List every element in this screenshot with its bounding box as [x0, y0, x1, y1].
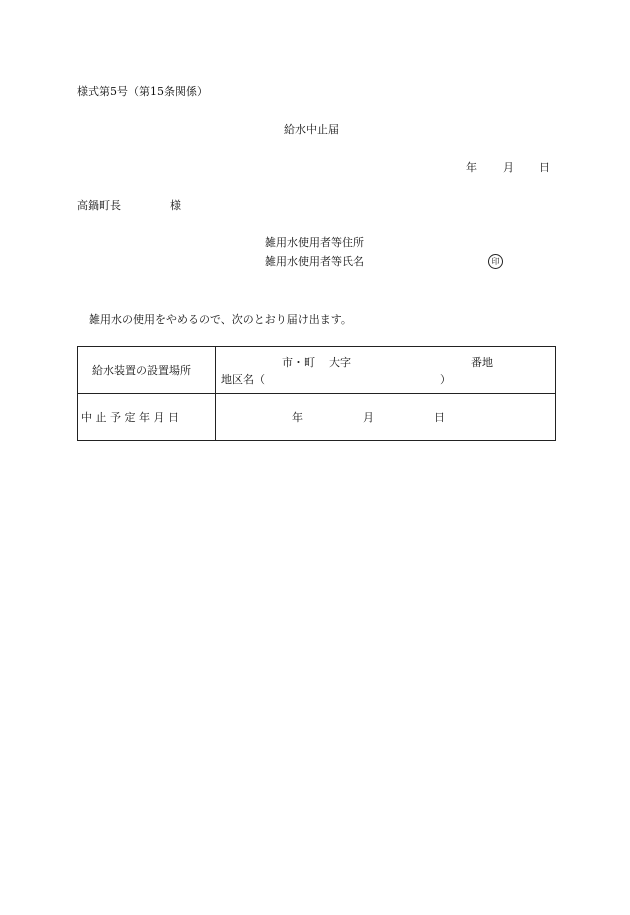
location-value-cell [216, 347, 556, 394]
label-cell [78, 347, 216, 394]
form-title: 給水中止届 [284, 123, 339, 136]
applicant-name-label: 雑用水使用者等氏名 [265, 255, 364, 268]
seal-mark: 印 [488, 254, 503, 269]
table-row [78, 347, 556, 394]
city-town-text: 市・町 [282, 356, 315, 369]
addressee-honorific: 様 [170, 199, 181, 212]
statement-text: 雑用水の使用をやめるので、次のとおり届け出ます。 [89, 313, 352, 326]
banchi-text: 番地 [471, 356, 493, 369]
form-number: 様式第5号（第15条関係） [77, 85, 208, 98]
stop-day-text: 日 [434, 411, 445, 424]
district-label: 地区名（ [221, 373, 265, 386]
date-day: 日 [539, 161, 550, 174]
applicant-address-label: 雑用水使用者等住所 [265, 236, 364, 249]
form-table [77, 346, 556, 441]
stop-month-text: 月 [363, 411, 374, 424]
stop-year-text: 年 [292, 411, 303, 424]
stop-date-value-cell [216, 394, 556, 441]
label-cell [78, 394, 216, 441]
district-close: ） [440, 373, 451, 386]
oaza-text: 大字 [329, 356, 351, 369]
planned-stop-date-label: 中 止 予 定 年 月 日 [81, 411, 179, 424]
addressee-name: 高鍋町長 [77, 199, 121, 212]
date-month: 月 [503, 161, 514, 174]
installation-location-label: 給水装置の設置場所 [92, 364, 191, 377]
date-year: 年 [466, 161, 477, 174]
table-row [78, 394, 556, 441]
